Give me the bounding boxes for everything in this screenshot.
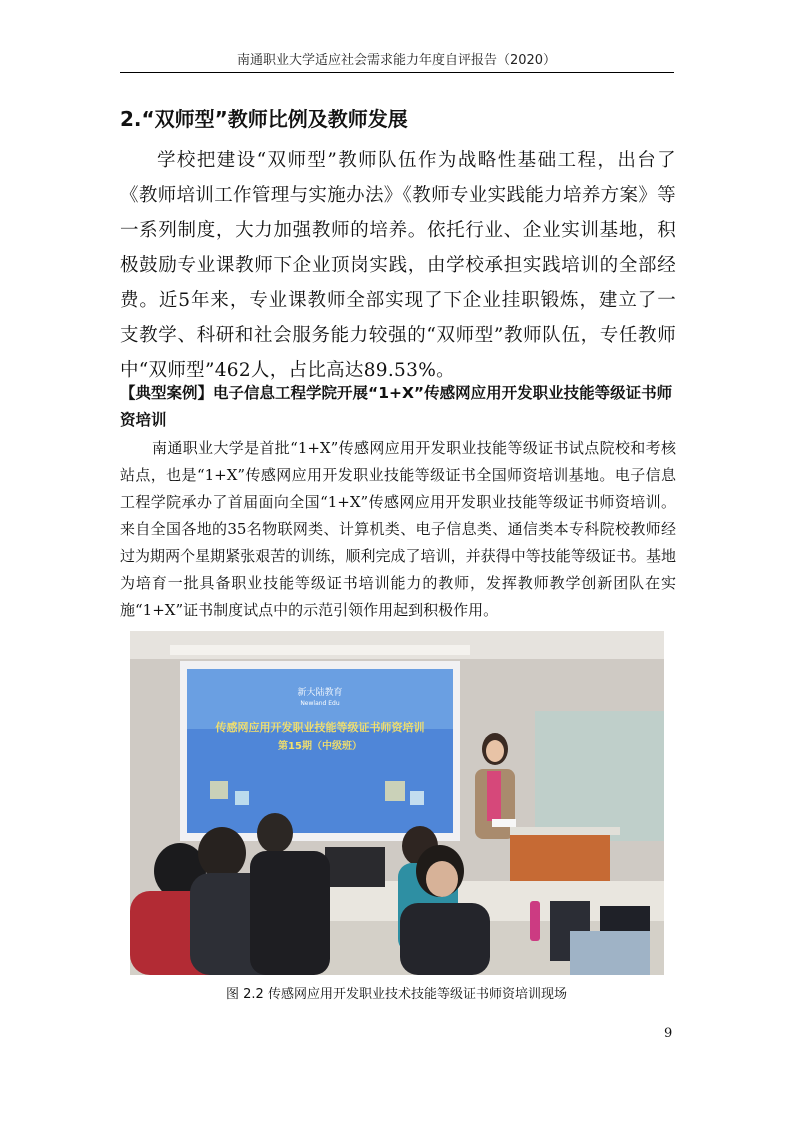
section-paragraph: 学校把建设“双师型”教师队伍作为战略性基础工程，出台了《教师培训工作管理与实施办法》《教师专业实践能力培养方案》等一系列制度，大力加强教师的培养。依托行业、企业实训基地，积极鼓励专业课教师下企业顶岗实践，由学校承担实践培训的全部经费。近5年来，专业课教师全部实现了下企业挂职锻炼，建立了一支教学、科研和社会服务能力较强的“双师型”教师队伍，专任教师中“双师型”462人，占比高达89.53%。 xyxy=(120,150,676,381)
case-title: 【典型案例】电子信息工程学院开展“1+X”传感网应用开发职业技能等级证书师资培训 xyxy=(120,384,673,429)
case-paragraph: 南通职业大学是首批“1+X”传感网应用开发职业技能等级证书试点院校和考核站点，也是“1+X”传感网应用开发职业技能等级证书全国师资培训基地。电子信息工程学院承办了首届面向全国“1+X”传感网应用开发职业技能等级证书师资培训。来自全国各地的35名物联网类、计算机类、电子信息类、通信类本专科院校教师经过为期两个星期紧张艰苦的训练，顺利完成了培训，并获得中等技能等级证书。基地为培育一批具备职业技能等级证书培训能力的教师，发挥教师教学创新团队在实施“1+X”证书制度试点中的示范引领作用起到积极作用。 xyxy=(120,439,676,619)
screen-subtitle: 第15期（中级班） xyxy=(278,741,362,752)
screen-logo-en: Newland Edu xyxy=(300,700,340,707)
figure-caption: 图 2.2 传感网应用开发职业技术技能等级证书师资培训现场 xyxy=(226,987,567,1002)
running-header: 南通职业大学适应社会需求能力年度自评报告（2020） xyxy=(236,53,557,68)
screen-logo: 新大陆教育 xyxy=(297,688,343,698)
screen-title: 传感网应用开发职业技能等级证书师资培训 xyxy=(215,721,425,734)
section-title: 2.“双师型”教师比例及教师发展 xyxy=(120,107,408,131)
page-number: 9 xyxy=(664,1026,673,1041)
header-rule xyxy=(120,72,674,73)
training-photo xyxy=(130,631,664,975)
